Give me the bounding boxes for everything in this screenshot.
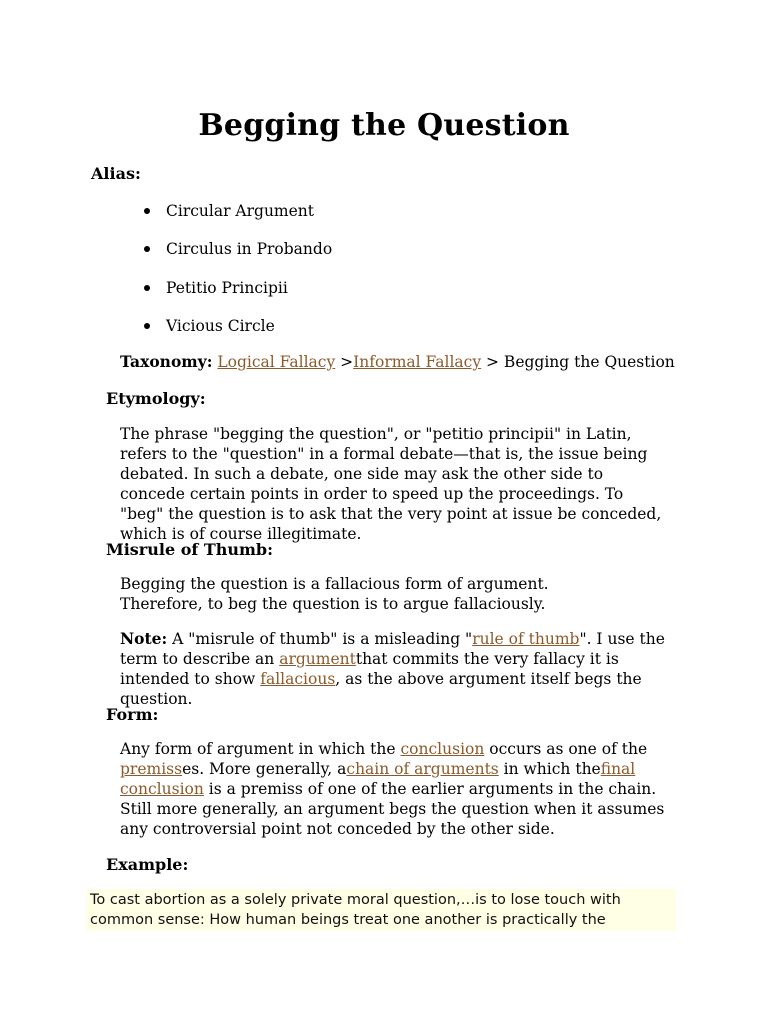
note-label: Note: bbox=[120, 629, 168, 648]
final-conclusion-link[interactable]: final conclusion bbox=[120, 760, 636, 798]
logical-fallacy-link[interactable]: Logical Fallacy bbox=[217, 353, 336, 371]
form-heading: Form: bbox=[106, 705, 159, 724]
form-text-3: es. More generally, a bbox=[182, 760, 347, 778]
informal-fallacy-link[interactable]: Informal Fallacy bbox=[353, 353, 482, 371]
taxonomy-label: Taxonomy: bbox=[120, 352, 213, 371]
form-text-5: is a premiss of one of the earlier arguments in the chain. Still more generally, an argument begs the question when it assumes any controversial point not conceded by the other side. bbox=[120, 780, 665, 838]
note-paragraph bbox=[120, 629, 668, 709]
alias-item-text: Vicious Circle bbox=[166, 317, 275, 335]
alias-item-text: Petitio Principii bbox=[166, 279, 288, 297]
form-text-1: Any form of argument in which the bbox=[120, 740, 401, 758]
bullet-icon bbox=[144, 246, 150, 252]
conclusion-link[interactable]: conclusion bbox=[400, 740, 485, 758]
form-text-4: in which the bbox=[498, 760, 601, 778]
bullet-icon bbox=[144, 323, 150, 329]
taxonomy-separator: > bbox=[335, 353, 354, 371]
note-text-3: that commits the very fallacy it is intended to show bbox=[120, 650, 619, 688]
note-text-4: , as the above argument itself begs the question. bbox=[120, 670, 642, 708]
bullet-icon bbox=[144, 208, 150, 214]
misrule-heading: Misrule of Thumb: bbox=[106, 540, 274, 559]
etymology-heading: Etymology: bbox=[106, 389, 206, 408]
bullet-icon bbox=[144, 285, 150, 291]
rule-of-thumb-link[interactable]: rule of thumb bbox=[472, 630, 580, 648]
note-text-1: A "misrule of thumb" is a misleading " bbox=[167, 630, 473, 648]
form-text-2: occurs as one of the bbox=[484, 740, 648, 758]
example-quote: To cast abortion as a solely private moral question,…is to lose touch with common sense: How human beings treat one another is practically the bbox=[86, 889, 676, 931]
misrule-text bbox=[120, 574, 680, 614]
page-title: Begging the Question bbox=[198, 108, 570, 143]
misrule-line-2: Therefore, to beg the question is to argue fallaciously. bbox=[120, 595, 546, 613]
premiss-link[interactable]: premiss bbox=[120, 760, 183, 778]
alias-heading: Alias: bbox=[91, 164, 141, 183]
example-heading: Example: bbox=[106, 855, 189, 874]
taxonomy-current: > Begging the Question bbox=[481, 353, 675, 371]
fallacious-link[interactable]: fallacious bbox=[260, 670, 336, 688]
misrule-line-1: Begging the question is a fallacious form of argument. bbox=[120, 575, 549, 593]
note-text-2: ". I use the term to describe an bbox=[120, 630, 665, 668]
form-paragraph bbox=[120, 739, 668, 839]
alias-item-text: Circulus in Probando bbox=[166, 240, 333, 258]
taxonomy-line bbox=[120, 352, 675, 372]
etymology-text: The phrase "begging the question", or "petitio principii" in Latin, refers to the "question" in a formal debate—that is, the issue being debated. In such a debate, one side may ask the other side to concede certain points in order to speed up the proceedings. To "beg" the question is to ask that the very point at issue be conceded, which is of course illegitimate. bbox=[120, 425, 662, 543]
chain-of-arguments-link[interactable]: chain of arguments bbox=[346, 760, 499, 778]
alias-item-text: Circular Argument bbox=[166, 202, 315, 220]
argument-link[interactable]: argument bbox=[279, 650, 356, 668]
